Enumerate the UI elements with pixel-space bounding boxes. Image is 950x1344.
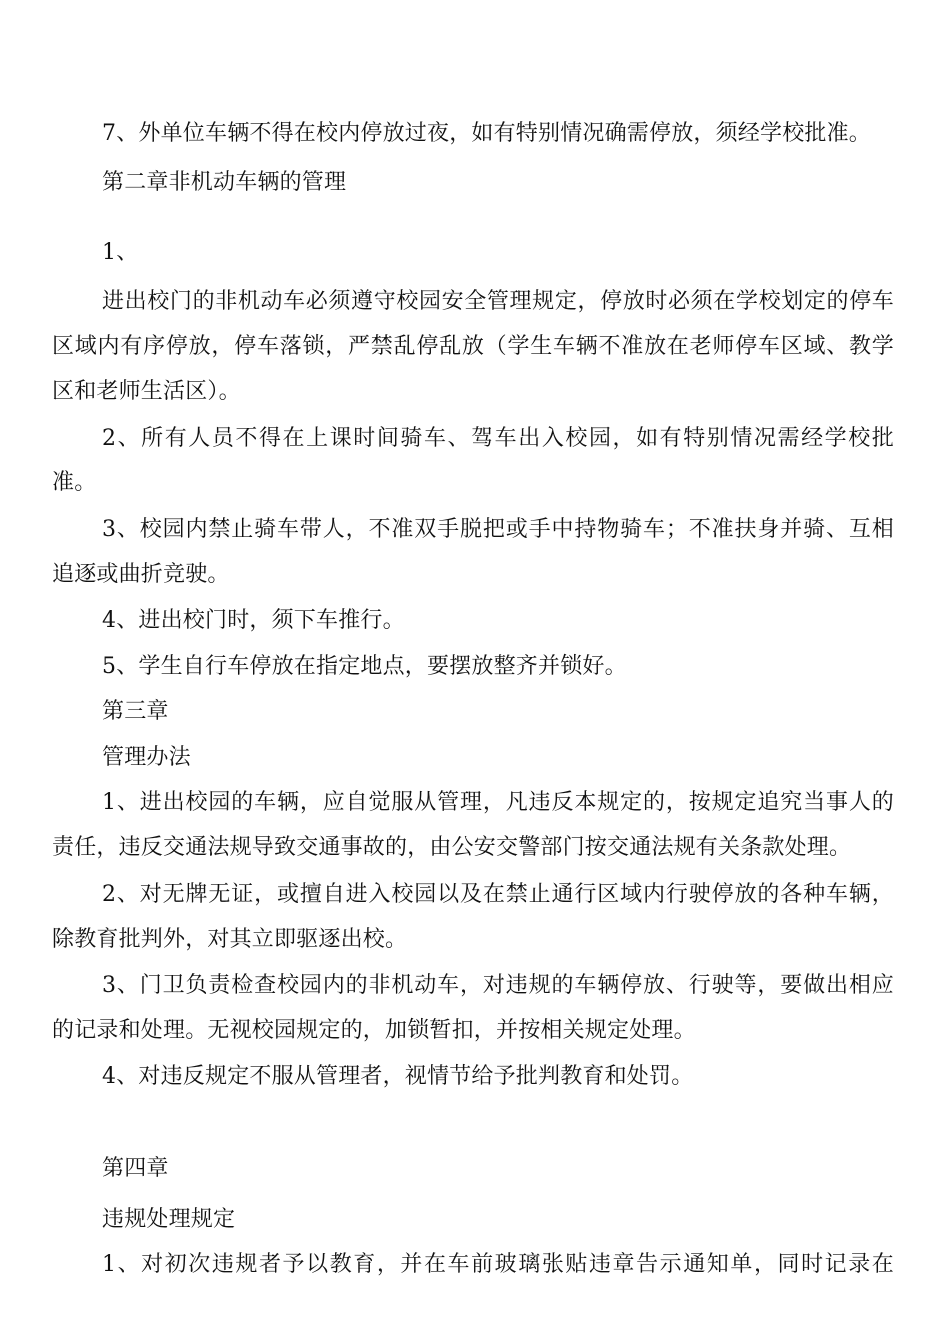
paragraph-line: 准。 — [52, 470, 97, 495]
list-number-1: 1、 — [102, 240, 139, 265]
chapter-3-title: 管理办法 — [102, 745, 191, 770]
paragraph-line: 的记录和处理。无视校园规定的，加锁暂扣，并按相关规定处理。 — [52, 1018, 696, 1043]
paragraph-line: 2、所有人员不得在上课时间骑车、驾车出入校园，如有特别情况需经学校批 — [102, 426, 894, 451]
chapter-4-title: 违规处理规定 — [102, 1207, 236, 1232]
paragraph-line: 3、门卫负责检查校园内的非机动车，对违规的车辆停放、行驶等，要做出相应 — [102, 973, 894, 998]
paragraph-line: 3、校园内禁止骑车带人，不准双手脱把或手中持物骑车；不准扶身并骑、互相 — [102, 517, 894, 542]
chapter-4-heading: 第四章 — [102, 1156, 169, 1181]
rule-line-7: 7、外单位车辆不得在校内停放过夜，如有特别情况确需停放，须经学校批准。 — [102, 121, 871, 146]
paragraph-line: 进出校门的非机动车必须遵守校园安全管理规定，停放时必须在学校划定的停车 — [102, 289, 894, 314]
paragraph-line: 5、学生自行车停放在指定地点，要摆放整齐并锁好。 — [102, 654, 627, 679]
paragraph-line: 责任，违反交通法规导致交通事故的，由公安交警部门按交通法规有关条款处理。 — [52, 835, 852, 860]
paragraph-line: 区和老师生活区）。 — [52, 379, 241, 404]
paragraph-line: 区域内有序停放，停车落锁，严禁乱停乱放（学生车辆不准放在老师停车区域、教学 — [52, 334, 894, 359]
chapter-3-heading: 第三章 — [102, 699, 169, 724]
paragraph-line: 2、对无牌无证，或擅自进入校园以及在禁止通行区域内行驶停放的各种车辆， — [102, 882, 894, 907]
paragraph-line: 4、进出校门时，须下车推行。 — [102, 608, 405, 633]
paragraph-line: 1、对初次违规者予以教育，并在车前玻璃张贴违章告示通知单，同时记录在 — [102, 1252, 894, 1277]
chapter-2-heading: 第二章非机动车辆的管理 — [102, 170, 347, 195]
paragraph-line: 除教育批判外，对其立即驱逐出校。 — [52, 927, 408, 952]
paragraph-line: 4、对违反规定不服从管理者，视情节给予批判教育和处罚。 — [102, 1064, 694, 1089]
paragraph-line: 1、进出校园的车辆，应自觉服从管理，凡违反本规定的，按规定追究当事人的 — [102, 790, 894, 815]
paragraph-line: 追逐或曲折竞驶。 — [52, 562, 230, 587]
